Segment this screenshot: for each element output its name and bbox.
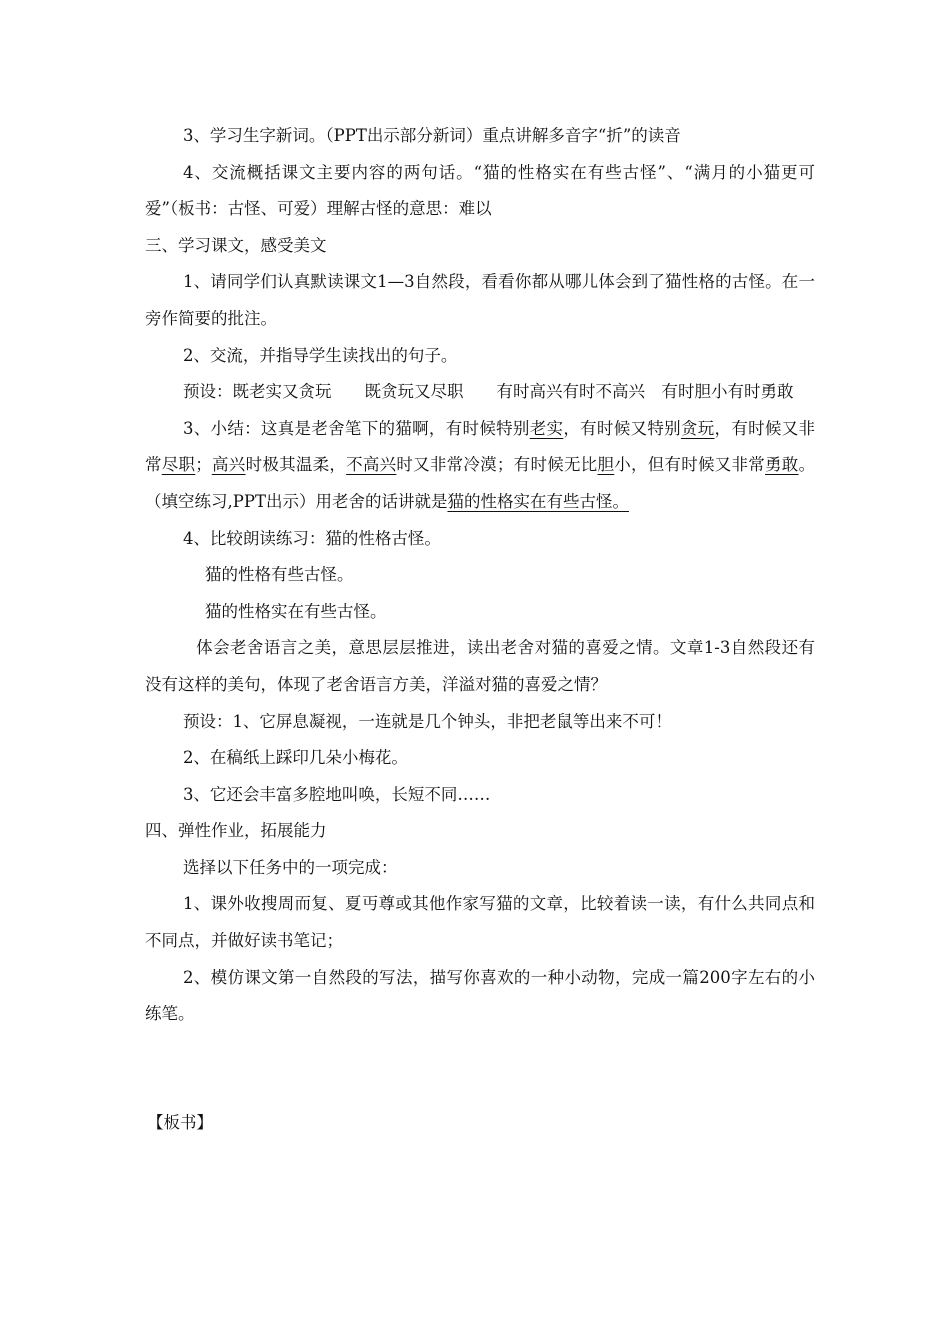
summary-text-e: 时极其温柔， — [245, 455, 347, 475]
summary-text-d: ； — [195, 455, 212, 475]
paragraph-read-1: 1、请同学们认真默读课文1—3自然段，看看你都从哪儿体会到了猫性格的古怪。在一旁作简要的批注。 — [145, 272, 815, 328]
paragraph-preset-1: 预设：既老实又贪玩 既贪玩又尽职 有时高兴有时不高兴 有时胆小有时勇敢 — [182, 382, 794, 402]
summary-text-f: 时又非常冷漠；有时候无比 — [396, 455, 598, 475]
summary-underline-3: 尽职 — [161, 455, 196, 475]
summary-text-b: ，有时候又特别 — [563, 418, 681, 438]
document-body — [145, 118, 815, 1141]
paragraph-appreciate: 体会老舍语言之美，意思层层推进，读出老舍对猫的喜爱之情。文章1-3自然段还有没有这样的美句，体现了老舍语言方美，洋溢对猫的喜爱之情？ — [145, 638, 815, 694]
paragraph-preset-3: 2、在稿纸上踩印几朵小梅花。 — [182, 748, 408, 768]
summary-text-c: ，有时候又非常 — [145, 418, 816, 475]
summary-underline-5: 不高兴 — [346, 455, 397, 475]
summary-underline-8: 猫的性格实在有些古怪。 — [447, 491, 629, 511]
paragraph-step-3: 3、学习生字新词。（PPT出示部分新词）重点讲解多音字“折”的读音 — [182, 126, 681, 145]
paragraph-task-2: 2、模仿课文第一自然段的写法，描写你喜欢的一种小动物，完成一篇200字左右的小练笔。 — [145, 967, 815, 1024]
paragraph-compare: 4、比较朗读练习：猫的性格古怪。 — [182, 528, 441, 548]
summary-underline-1: 老实 — [529, 418, 564, 438]
paragraph-read-2: 2、交流，并指导学生读找出的句子。 — [182, 345, 458, 365]
paragraph-compare-3: 猫的性格实在有些古怪。 — [205, 601, 387, 621]
paragraph-preset-4: 3、它还会丰富多腔地叫唤，长短不同…… — [182, 784, 491, 804]
summary-underline-4: 高兴 — [211, 455, 246, 475]
section-heading-3: 三、学习课文，感受美文 — [145, 235, 327, 255]
paragraph-choose: 选择以下任务中的一项完成： — [182, 857, 398, 877]
summary-text-a: 3、小结：这真是老舍笔下的猫啊，有时候特别 — [182, 418, 530, 438]
summary-text-h: 。（填空练习,PPT出示）用老舍的话讲就是 — [145, 455, 816, 511]
section-heading-4: 四、弹性作业，拓展能力 — [145, 821, 327, 841]
summary-underline-7: 勇敢 — [765, 455, 799, 475]
summary-underline-2: 贪玩 — [680, 418, 715, 438]
paragraph-step-4: 4、交流概括课文主要内容的两句话。“猫的性格实在有些古怪”、“满月的小猫更可爱”（板书：古怪、可爱）理解古怪的意思：难以 — [145, 162, 815, 219]
summary-text-g: 小，但有时候又非常 — [614, 455, 766, 475]
paragraph-preset-2: 预设：1、它屏息凝视，一连就是几个钟头，非把老鼠等出来不可！ — [182, 711, 672, 731]
paragraph-task-1: 1、课外收搜周而复、夏丏尊或其他作家写猫的文章，比较着读一读，有什么共同点和不同点，并做好读书笔记； — [145, 894, 815, 951]
paragraph-summary — [145, 411, 815, 521]
paragraph-compare-2: 猫的性格有些古怪。 — [205, 565, 354, 585]
board-heading: 【板书】 — [147, 1112, 213, 1132]
summary-underline-6: 胆 — [597, 455, 615, 475]
spacer — [145, 1033, 815, 1105]
